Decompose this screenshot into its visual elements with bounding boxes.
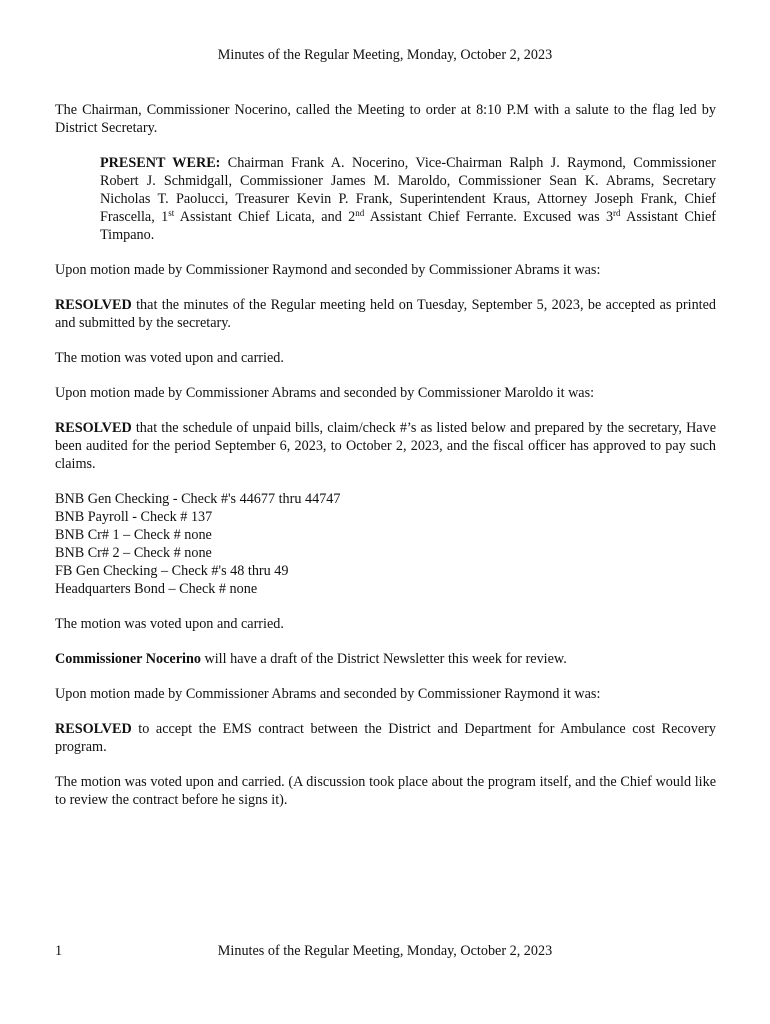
- resolution-paragraph: [55, 296, 716, 332]
- resolution-text: that the minutes of the Regular meeting held on Tuesday, September 5, 2023, be accepted as printed and submitted by the secretary.: [55, 297, 716, 331]
- attendance-text-d: Assistant Chief Timpano.: [100, 209, 716, 243]
- vote-result: The motion was voted upon and carried.: [55, 616, 284, 632]
- attendance-text-c: Assistant Chief Ferrante. Excused was 3: [364, 209, 614, 225]
- ordinal-suffix: nd: [355, 208, 365, 218]
- resolution-lead: RESOLVED: [55, 721, 132, 737]
- page-header: Minutes of the Regular Meeting, Monday, October 2, 2023: [217, 47, 553, 63]
- attendance-paragraph: [100, 154, 716, 244]
- motion-paragraph: Upon motion made by Commissioner Abrams and seconded by Commissioner Maroldo it was:: [55, 385, 595, 401]
- check-list: [55, 490, 716, 598]
- resolution-lead: RESOLVED: [55, 420, 132, 436]
- check-list-item: BNB Cr# 2 – Check # none: [55, 545, 212, 561]
- newsletter-lead: Commissioner Nocerino: [55, 651, 201, 667]
- page-number: 1: [55, 943, 63, 959]
- resolution-text: to accept the EMS contract between the District and Department for Ambulance cost Recovery program.: [55, 721, 716, 755]
- newsletter-text: will have a draft of the District Newsletter this week for review.: [200, 651, 567, 667]
- check-list-item: BNB Cr# 1 – Check # none: [55, 527, 212, 543]
- footer-title: Minutes of the Regular Meeting, Monday, October 2, 2023: [217, 943, 553, 959]
- check-list-item: BNB Payroll - Check # 137: [55, 509, 213, 525]
- check-list-item: BNB Gen Checking - Check #'s 44677 thru 44747: [55, 491, 341, 507]
- newsletter-paragraph: [55, 650, 716, 668]
- page-footer: [55, 943, 716, 961]
- resolution-paragraph: [55, 720, 716, 756]
- resolution-lead: RESOLVED: [55, 297, 132, 313]
- attendance-text-b: Assistant Chief Licata, and 2: [174, 209, 356, 225]
- resolution-text: that the schedule of unpaid bills, claim/check #’s as listed below and prepared by the secretary, Have been audited for the period September 6, 2023, to October 2, 2023, and the fiscal officer has approved to pay such claims.: [55, 420, 716, 472]
- opening-paragraph: The Chairman, Commissioner Nocerino, called the Meeting to order at 8:10 P.M with a salute to the flag led by District Secretary.: [55, 102, 716, 136]
- motion-paragraph: Upon motion made by Commissioner Abrams and seconded by Commissioner Raymond it was:: [55, 686, 601, 702]
- document-body: [55, 101, 716, 809]
- vote-result: The motion was voted upon and carried. (A discussion took place about the program itself, and the Chief would like to review the contract before he signs it).: [55, 774, 716, 808]
- ordinal-suffix: rd: [613, 208, 621, 218]
- check-list-item: Headquarters Bond – Check # none: [55, 581, 258, 597]
- attendance-text-a: Chairman Frank A. Nocerino, Vice-Chairman Ralph J. Raymond, Commissioner Robert J. Schmidgall, Commissioner James M. Maroldo, Commissioner Sean K. Abrams, Secretary Nicholas T. Paolucci, Treasurer Kevin P. Frank, Superintendent Kraus, Attorney Joseph Frank, Chief Frascella, 1: [100, 155, 716, 225]
- motion-paragraph: Upon motion made by Commissioner Raymond and seconded by Commissioner Abrams it was:: [55, 262, 601, 278]
- check-list-item: FB Gen Checking – Check #'s 48 thru 49: [55, 563, 289, 579]
- attendance-lead: PRESENT WERE:: [100, 155, 221, 171]
- resolution-paragraph: [55, 419, 716, 473]
- vote-result: The motion was voted upon and carried.: [55, 350, 284, 366]
- ordinal-suffix: st: [168, 208, 175, 218]
